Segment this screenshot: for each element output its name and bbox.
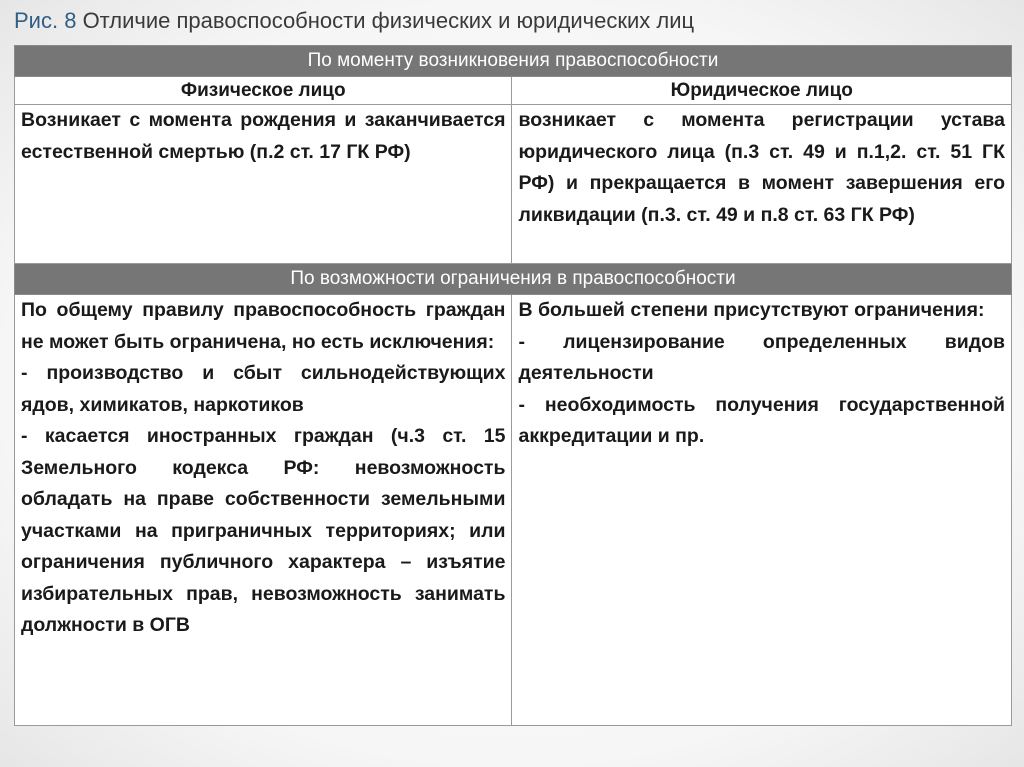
section-header-row bbox=[15, 264, 1012, 295]
column-header-individual: Физическое лицо bbox=[15, 77, 512, 105]
figure-caption: Отличие правоспособности физических и юридических лиц bbox=[82, 8, 695, 33]
paragraph: - необходимость получения государственной аккредитации и пр. bbox=[518, 393, 1005, 447]
cell-legal-entity-restriction bbox=[512, 295, 1012, 726]
paragraph: - производство и сбыт сильнодействующих ядов, химикатов, наркотиков bbox=[21, 362, 506, 416]
figure-number: Рис. 8 bbox=[14, 8, 77, 33]
column-header-legal-entity: Юридическое лицо bbox=[512, 77, 1012, 105]
cell-legal-entity-emergence: возникает с момента регистрации устава юридического лица (п.3 ст. 49 и п.1,2. ст. 51 ГК РФ) и прекращается в момент завершения его ликвидации (п.3. ст. 49 и п.8 ст. 63 ГК РФ) bbox=[512, 105, 1012, 264]
paragraph: В большей степени присутствуют ограничения: bbox=[518, 299, 985, 321]
page-title bbox=[14, 8, 694, 34]
table-row bbox=[15, 105, 1012, 264]
paragraph: По общему правилу правоспособность граждан не может быть ограничена, но есть исключения: bbox=[21, 299, 506, 353]
section-header-row bbox=[15, 46, 1012, 77]
cell-individual-restriction bbox=[15, 295, 512, 726]
section-header-restriction: По возможности ограничения в правоспособности bbox=[15, 264, 1012, 295]
paragraph: - касается иностранных граждан (ч.3 ст. 15 Земельного кодекса РФ: невозможность обладать на праве собственности земельными участками на приграничных территориях; или ограничения публичного характера – изъятие избирательных прав, невозможность занимать должности в ОГВ bbox=[21, 425, 506, 636]
column-header-row bbox=[15, 77, 1012, 105]
section-header-emergence: По моменту возникновения правоспособности bbox=[15, 46, 1012, 77]
table-row bbox=[15, 295, 1012, 726]
paragraph: - лицензирование определенных видов деятельности bbox=[518, 330, 1005, 384]
comparison-table bbox=[14, 45, 1012, 726]
cell-individual-emergence: Возникает с момента рождения и заканчивается естественной смертью (п.2 ст. 17 ГК РФ) bbox=[15, 105, 512, 264]
